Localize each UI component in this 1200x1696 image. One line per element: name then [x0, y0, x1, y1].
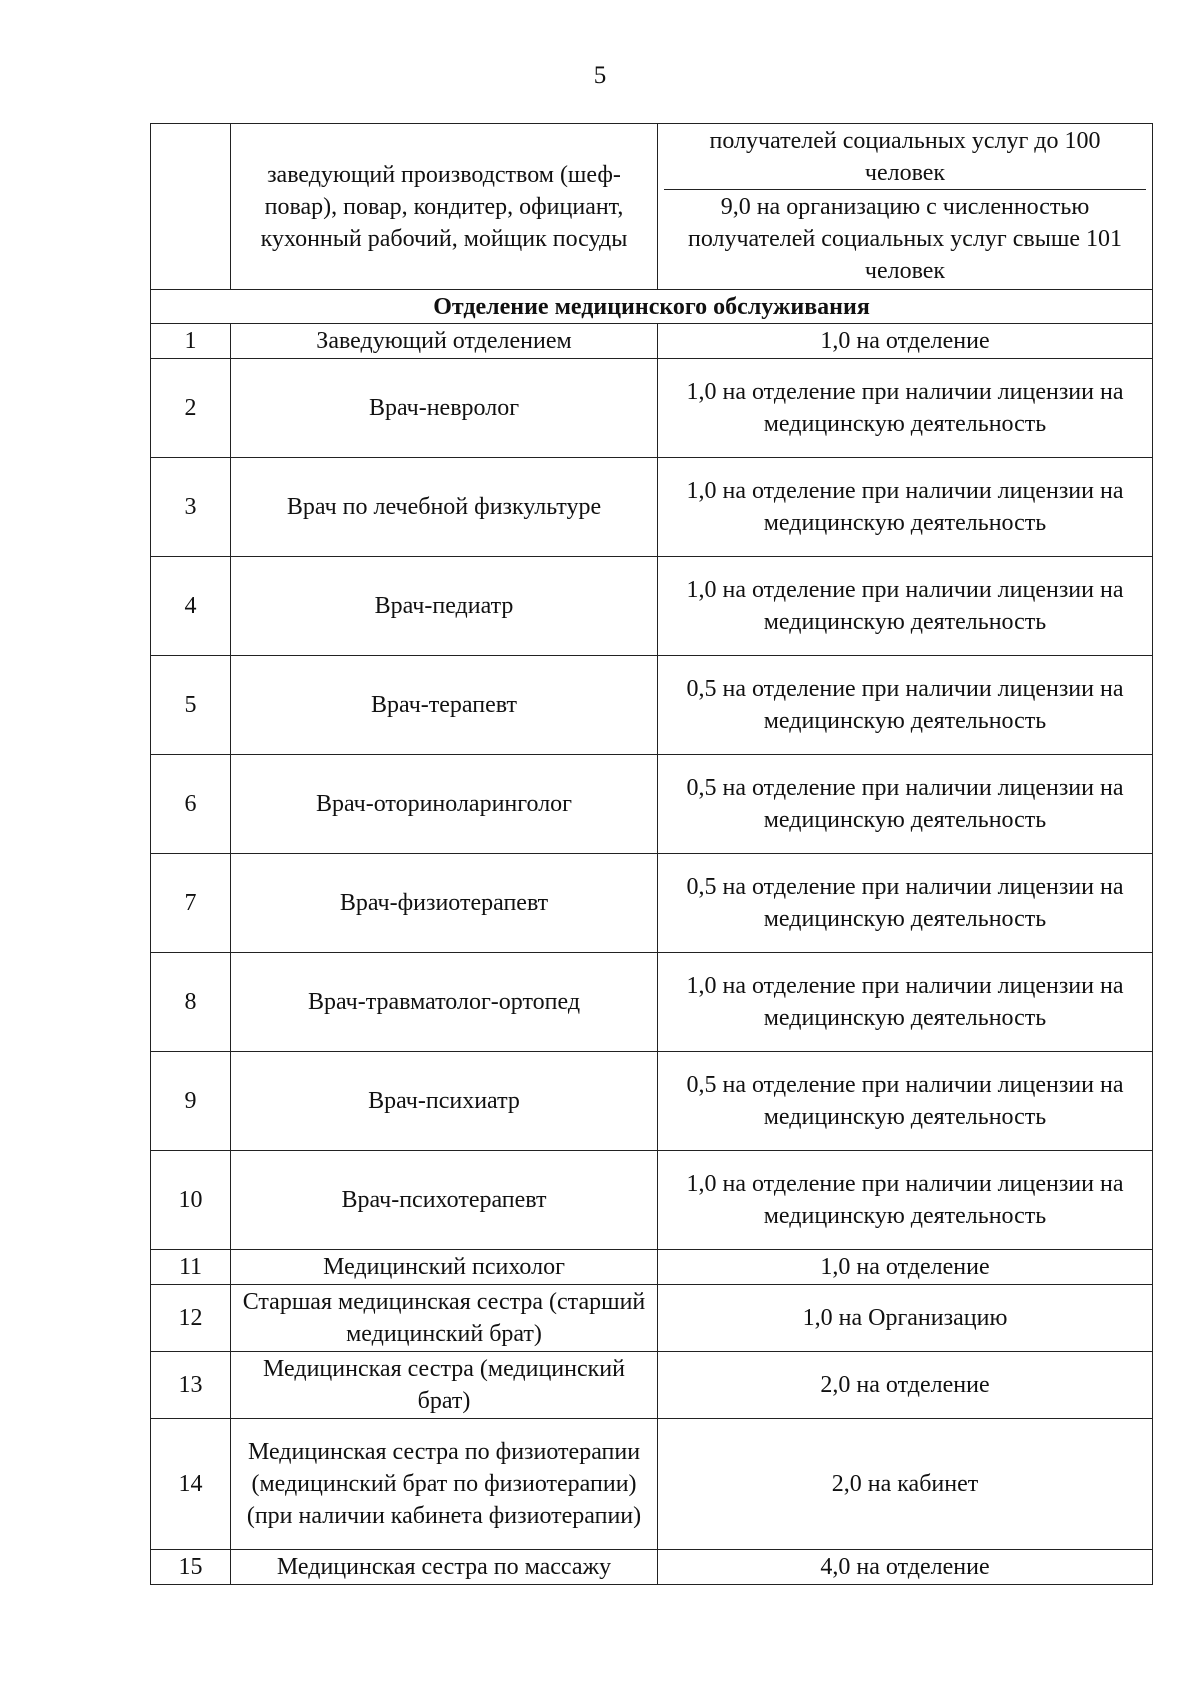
position-title: Врач-терапевт	[231, 656, 658, 755]
position-title: Медицинская сестра по массажу	[231, 1550, 658, 1585]
row-number: 6	[151, 755, 231, 854]
section-title: Отделение медицинского обслуживания	[151, 290, 1153, 324]
staffing-norm-part: 9,0 на организацию с численностью получателей социальных услуг свыше 101 человек	[664, 189, 1146, 288]
staffing-norm: 0,5 на отделение при наличии лицензии на медицинскую деятельность	[658, 1052, 1153, 1151]
row-number-cell	[151, 124, 231, 290]
position-title: Врач-психиатр	[231, 1052, 658, 1151]
position-title: Врач по лечебной физкультуре	[231, 458, 658, 557]
table-row	[151, 1419, 1153, 1550]
table-row	[151, 1285, 1153, 1352]
table-row	[151, 557, 1153, 656]
staffing-norm: 1,0 на отделение при наличии лицензии на медицинскую деятельность	[658, 1151, 1153, 1250]
table-row	[151, 1052, 1153, 1151]
staffing-norm: 0,5 на отделение при наличии лицензии на медицинскую деятельность	[658, 854, 1153, 953]
row-number: 8	[151, 953, 231, 1052]
position-title: Медицинская сестра по физиотерапии (медицинский брат по физиотерапии) (при наличии кабинета физиотерапии)	[231, 1419, 658, 1550]
position-title: Врач-педиатр	[231, 557, 658, 656]
row-number: 1	[151, 324, 231, 359]
row-number: 7	[151, 854, 231, 953]
row-number: 15	[151, 1550, 231, 1585]
table-row	[151, 1151, 1153, 1250]
position-title: Врач-психотерапевт	[231, 1151, 658, 1250]
row-number: 14	[151, 1419, 231, 1550]
position-title: Медицинская сестра (медицинский брат)	[231, 1352, 658, 1419]
row-number: 11	[151, 1250, 231, 1285]
row-number: 2	[151, 359, 231, 458]
position-title: Врач-невролог	[231, 359, 658, 458]
table-row	[151, 1250, 1153, 1285]
staffing-norm	[658, 124, 1153, 290]
position-title: Заведующий отделением	[231, 324, 658, 359]
staffing-norm: 1,0 на отделение при наличии лицензии на медицинскую деятельность	[658, 953, 1153, 1052]
section-header-row	[151, 290, 1153, 324]
row-number: 9	[151, 1052, 231, 1151]
table-row	[151, 656, 1153, 755]
staffing-norm-part: получателей социальных услуг до 100 человек	[709, 128, 1101, 186]
staffing-norm: 0,5 на отделение при наличии лицензии на медицинскую деятельность	[658, 755, 1153, 854]
staffing-norm: 1,0 на отделение при наличии лицензии на медицинскую деятельность	[658, 557, 1153, 656]
staffing-norm: 1,0 на отделение	[658, 1250, 1153, 1285]
table-row	[151, 953, 1153, 1052]
page-number: 5	[593, 62, 607, 89]
table-row	[151, 854, 1153, 953]
staffing-norm: 1,0 на отделение	[658, 324, 1153, 359]
row-number: 4	[151, 557, 231, 656]
row-number: 13	[151, 1352, 231, 1419]
position-title: Медицинский психолог	[231, 1250, 658, 1285]
staffing-norm: 1,0 на отделение при наличии лицензии на медицинскую деятельность	[658, 359, 1153, 458]
position-title: Врач-травматолог-ортопед	[231, 953, 658, 1052]
staffing-norm: 2,0 на кабинет	[658, 1419, 1153, 1550]
position-title: Врач-оториноларинголог	[231, 755, 658, 854]
staffing-norm: 4,0 на отделение	[658, 1550, 1153, 1585]
table-row	[151, 755, 1153, 854]
staffing-norm: 0,5 на отделение при наличии лицензии на медицинскую деятельность	[658, 656, 1153, 755]
table-row	[151, 1550, 1153, 1585]
position-title: заведующий производством (шеф-повар), повар, кондитер, официант, кухонный рабочий, мойщик посуды	[231, 124, 658, 290]
position-title: Врач-физиотерапевт	[231, 854, 658, 953]
row-number: 5	[151, 656, 231, 755]
staffing-norm: 2,0 на отделение	[658, 1352, 1153, 1419]
staffing-norm: 1,0 на Организацию	[658, 1285, 1153, 1352]
table-row	[151, 324, 1153, 359]
staffing-norm: 1,0 на отделение при наличии лицензии на медицинскую деятельность	[658, 458, 1153, 557]
row-number: 10	[151, 1151, 231, 1250]
row-number: 12	[151, 1285, 231, 1352]
row-number: 3	[151, 458, 231, 557]
table-row	[151, 359, 1153, 458]
table-row	[151, 1352, 1153, 1419]
staffing-table	[150, 123, 1153, 1585]
table-row-continuation	[151, 124, 1153, 290]
table-row	[151, 458, 1153, 557]
position-title: Старшая медицинская сестра (старший медицинский брат)	[231, 1285, 658, 1352]
